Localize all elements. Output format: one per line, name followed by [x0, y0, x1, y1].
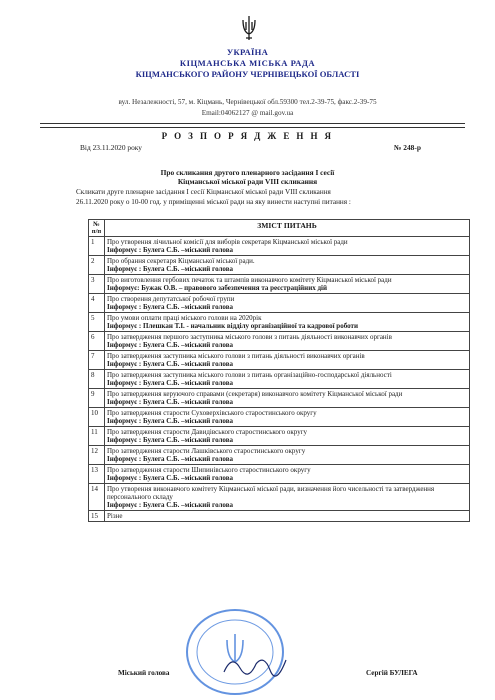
topic-text: Про створення депутатської робочої групи — [107, 295, 235, 303]
col-number-header: № п/п — [89, 220, 105, 237]
table-row — [89, 256, 470, 275]
table-row — [89, 370, 470, 389]
row-number: 10 — [89, 408, 105, 427]
row-number: 3 — [89, 275, 105, 294]
row-topic — [105, 237, 470, 256]
topic-presenter: Інформує : Булега С.Б. –міський голова — [107, 398, 234, 406]
row-topic — [105, 389, 470, 408]
row-number: 7 — [89, 351, 105, 370]
header-region: КІЦМАНСЬКОГО РАЙОНУ ЧЕРНІВЕЦЬКОЇ ОБЛАСТІ — [135, 69, 360, 79]
col-topic-header: ЗМІСТ ПИТАНЬ — [105, 220, 470, 237]
order-number: № 248-р — [394, 143, 421, 152]
header-country: УКРАЇНА — [226, 47, 269, 57]
table-row — [89, 332, 470, 351]
order-date: Від 23.11.2020 року — [80, 143, 142, 152]
topic-text: Про затвердження старости Лашківського старостинського округу — [107, 447, 306, 455]
topic-presenter: Інформує : Булега С.Б. –міський голова — [107, 303, 234, 311]
handwritten-signature-icon — [220, 650, 290, 680]
row-topic — [105, 275, 470, 294]
table-row — [89, 313, 470, 332]
topic-text: Про умови оплати праці міського голови на 2020рік — [107, 314, 262, 322]
row-topic — [105, 484, 470, 511]
header-council: КІЦМАНСЬКА МІСЬКА РАДА — [179, 58, 316, 68]
row-topic — [105, 511, 470, 522]
signer-position: Міський голова — [118, 669, 170, 677]
topic-text: Різне — [107, 512, 123, 520]
table-row — [89, 351, 470, 370]
row-number: 11 — [89, 427, 105, 446]
topic-text: Про затвердження заступника міського голови з питань діяльності виконавчих органів — [107, 352, 365, 360]
table-row — [89, 427, 470, 446]
row-number: 9 — [89, 389, 105, 408]
topic-presenter: Інформує: Бужак О.В. – правового забезпечення та реєстраційних дій — [107, 284, 328, 292]
topic-text: Про виготовлення гербових печаток та штампів виконавчого комітету Кіцманської міської ради — [107, 276, 392, 284]
header-rule-bottom — [40, 127, 465, 128]
table-row — [89, 446, 470, 465]
table-row — [89, 484, 470, 511]
topic-presenter: Інформує : Булега С.Б. –міський голова — [107, 417, 234, 425]
row-number: 4 — [89, 294, 105, 313]
topic-text: Про затвердження старости Давидівського старостинського округу — [107, 428, 308, 436]
topic-presenter: Інформує : Булега С.Б. –міський голова — [107, 501, 234, 509]
row-topic — [105, 256, 470, 275]
table-row — [89, 511, 470, 522]
agenda-table — [88, 219, 470, 522]
row-topic — [105, 408, 470, 427]
row-number: 2 — [89, 256, 105, 275]
header-rule-top — [40, 123, 465, 124]
table-row — [89, 237, 470, 256]
row-topic — [105, 427, 470, 446]
table-row — [89, 275, 470, 294]
email-line: Email:04062127 @ mail.gov.ua — [201, 109, 294, 117]
subject-line-2: Кіцманської міської ради VIII скликання — [177, 177, 318, 186]
row-number: 14 — [89, 484, 105, 511]
row-number: 1 — [89, 237, 105, 256]
topic-presenter: Інформує : Булега С.Б. –міський голова — [107, 360, 234, 368]
order-title: Р О З П О Р Я Д Ж Е Н Н Я — [161, 131, 334, 141]
row-topic — [105, 465, 470, 484]
row-topic — [105, 294, 470, 313]
topic-presenter: Інформує : Булега С.Б. –міський голова — [107, 436, 234, 444]
row-number: 5 — [89, 313, 105, 332]
official-seal-icon — [180, 600, 300, 696]
topic-text: Про затвердження заступника міського голови з питань організаційно-господарської діяльності — [107, 371, 392, 379]
row-topic — [105, 351, 470, 370]
topic-presenter: Інформує : Булега С.Б. –міський голова — [107, 341, 234, 349]
table-row — [89, 389, 470, 408]
topic-text: Про обрання секретаря Кіцманської міської ради. — [107, 257, 255, 265]
row-number: 8 — [89, 370, 105, 389]
topic-presenter: Інформує : Булега С.Б. –міський голова — [107, 246, 234, 254]
row-number: 12 — [89, 446, 105, 465]
topic-presenter: Інформує : Булега С.Б. –міський голова — [107, 265, 234, 273]
topic-text: Про затвердження старости Суховерхівського старостинського округу — [107, 409, 317, 417]
row-number: 15 — [89, 511, 105, 522]
table-row — [89, 294, 470, 313]
topic-presenter: Інформує : Булега С.Б. –міський голова — [107, 379, 234, 387]
trident-emblem-icon — [240, 14, 258, 42]
signer-name: Сергій БУЛЕГА — [366, 669, 418, 677]
table-row — [89, 465, 470, 484]
topic-presenter: Інформує : Булега С.Б. –міський голова — [107, 455, 234, 463]
subject-line-1: Про скликання другого пленарного засідання І сесії — [160, 168, 335, 177]
row-number: 6 — [89, 332, 105, 351]
table-header-row — [89, 220, 470, 237]
body-line-1: Скликати друге пленарне засідання І сесії Кіцманської міської ради VIII скликання — [76, 188, 331, 196]
body-line-2: 26.11.2020 року о 10-00 год. у приміщенні міської ради на яку винести наступні питання : — [76, 198, 351, 206]
row-topic — [105, 370, 470, 389]
topic-text: Про затвердження старости Шипинівського старостинського округу — [107, 466, 311, 474]
row-topic — [105, 332, 470, 351]
table-row — [89, 408, 470, 427]
row-number: 13 — [89, 465, 105, 484]
address-line: вул. Незалежності, 57, м. Кіцмань, Чернівецької обл.59300 тел.2-39-75, факс.2-39-75 — [118, 98, 377, 106]
row-topic — [105, 446, 470, 465]
topic-presenter: Інформує : Плешкан Т.І. - начальник відділу організаційної та кадрової роботи — [107, 322, 358, 330]
topic-presenter: Інформує : Булега С.Б. –міський голова — [107, 474, 234, 482]
topic-text: Про утворення лічильної комісії для виборів секретаря Кіцманської міської ради — [107, 238, 348, 246]
topic-text: Про утворення виконавчого комітету Кіцманської міської ради, визначення його чисельності та затвердження персонального складу — [107, 485, 435, 501]
topic-text: Про затвердження керуючого справами (секретаря) виконавчого комітету Кіцманської міської ради — [107, 390, 403, 398]
topic-text: Про затвердження першого заступника міського голови з питань діяльності виконавчих органів — [107, 333, 392, 341]
row-topic — [105, 313, 470, 332]
